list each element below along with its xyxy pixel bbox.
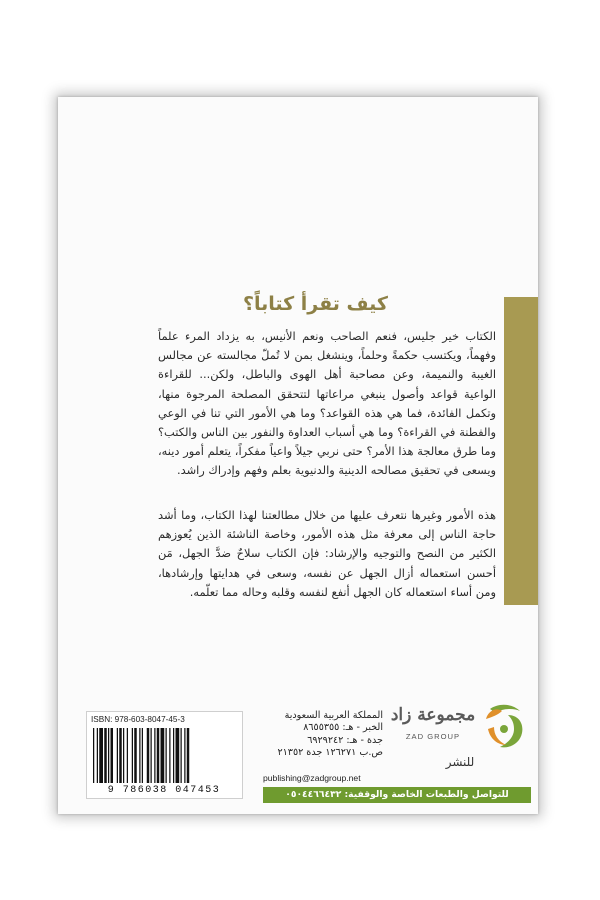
barcode-bar [99, 728, 103, 783]
barcode-bar [127, 728, 128, 783]
logo-name-ar: مجموعة زاد [390, 705, 476, 725]
address-line-pobox: ص.ب ١٢٦٢٧١ جدة ٢١٣٥٢ [277, 747, 383, 759]
barcode-bar [104, 728, 107, 783]
barcode-bar [97, 728, 98, 783]
barcode-bar [176, 728, 180, 783]
book-title: كيف تقرأ كتاباً؟ [242, 293, 388, 315]
address-line-khobar: الخبر - هـ: ٨٦٥٥٣٥٥ [303, 722, 383, 734]
barcode-bar [154, 728, 155, 783]
barcode-bar [173, 728, 174, 783]
blurb-paragraph-2: هذه الأمور وغيرها نتعرف عليها من خلال مطالعتنا لهذا الكتاب، وما أشد حاجة الناس إلى معرفة مثل هذه الأمور، وخاصة الناشئة الذين يُعوزهم الكثير من النصح والتوجيه والإرشاد: فإن الكتاب سلاحٌ ضدَّ الجهل، مَن أحسن استعماله أزال الجهل عن نفسه، وسعى في هدايتها وإرشادها، ومن أساء استعماله كان الجهل أنفع لنفسه وقلبه وحاله مما تعلّمه. [158, 508, 496, 599]
barcode-bar [108, 728, 109, 783]
barcode-bar [134, 728, 137, 783]
contact-bar: للتواصل والطبعات الخاصة والوقفية: ٠٥٠٤٤٦٦٤٣٢ [263, 787, 531, 803]
barcode-bar [117, 728, 118, 783]
barcode-bar [147, 728, 150, 783]
isbn-label: ISBN: 978-603-8047-45-3 [91, 715, 185, 724]
publisher-email: publishing@zadgroup.net [263, 773, 361, 783]
barcode-bar [181, 728, 182, 783]
barcode-bar [161, 728, 165, 783]
barcode-image [91, 728, 237, 783]
barcode-bar [132, 728, 133, 783]
logo-name-en: ZAD GROUP [405, 732, 461, 741]
barcode-bar [157, 728, 160, 783]
publisher-logo [390, 699, 530, 785]
barcode-bar [166, 728, 167, 783]
accent-bar [504, 297, 538, 605]
barcode-bar [93, 728, 94, 783]
barcode-bar [139, 728, 140, 783]
blurb-paragraph-1: الكتاب خير جليس، فنعم الصاحب ونعم الأنيس، به يزداد المرء علماً وفهماً، ويكتسب حكمةً وحلماً، وينشغل بمن لا تُملّ مجالسته عن مجالس الغيبة والنميمة، وعن مصاحبة أهل الهوى والباطل، ولكن... للقراءة الواعية قواعد وأصول ينبغي مراعاتها لتتحقق المصلحة المرجوة منها، وتكمل الفائدة، فما هي هذه القواعد؟ وما هي الأمور التي تنا في الوعي والفطنة في القراءة؟ وما هي أسباب العداوة والنفور بين الناس والكتب؟ وما طرق معالجة هذا الأمر؟ حتى نربي جيلاً واعياً مفكراً، يتعلم أمور دينه، ويسعى في تحقيق مصالحه الدينية والدنيوية بعلم وفهم وإدراك راشد. [158, 329, 496, 478]
barcode-bar [151, 728, 152, 783]
publisher-address [263, 710, 383, 760]
barcode-bar [123, 728, 124, 783]
barcode-bar [119, 728, 122, 783]
barcode-bar [142, 728, 143, 783]
barcode-bar [169, 728, 170, 783]
barcode-bar [111, 728, 114, 783]
barcode-bar [187, 728, 190, 783]
address-line-country: المملكة العربية السعودية [284, 710, 383, 721]
address-line-jeddah: جدة - هـ: ٦٩٢٩٢٤٢ [307, 734, 383, 746]
logo-publishing-label: للنشر [445, 755, 475, 769]
book-back-cover [58, 97, 538, 814]
zad-logo-icon [478, 699, 530, 753]
isbn-barcode-block [86, 711, 243, 799]
isbn-digits: 9 786038 047453 [107, 785, 221, 796]
barcode-bar [184, 728, 185, 783]
